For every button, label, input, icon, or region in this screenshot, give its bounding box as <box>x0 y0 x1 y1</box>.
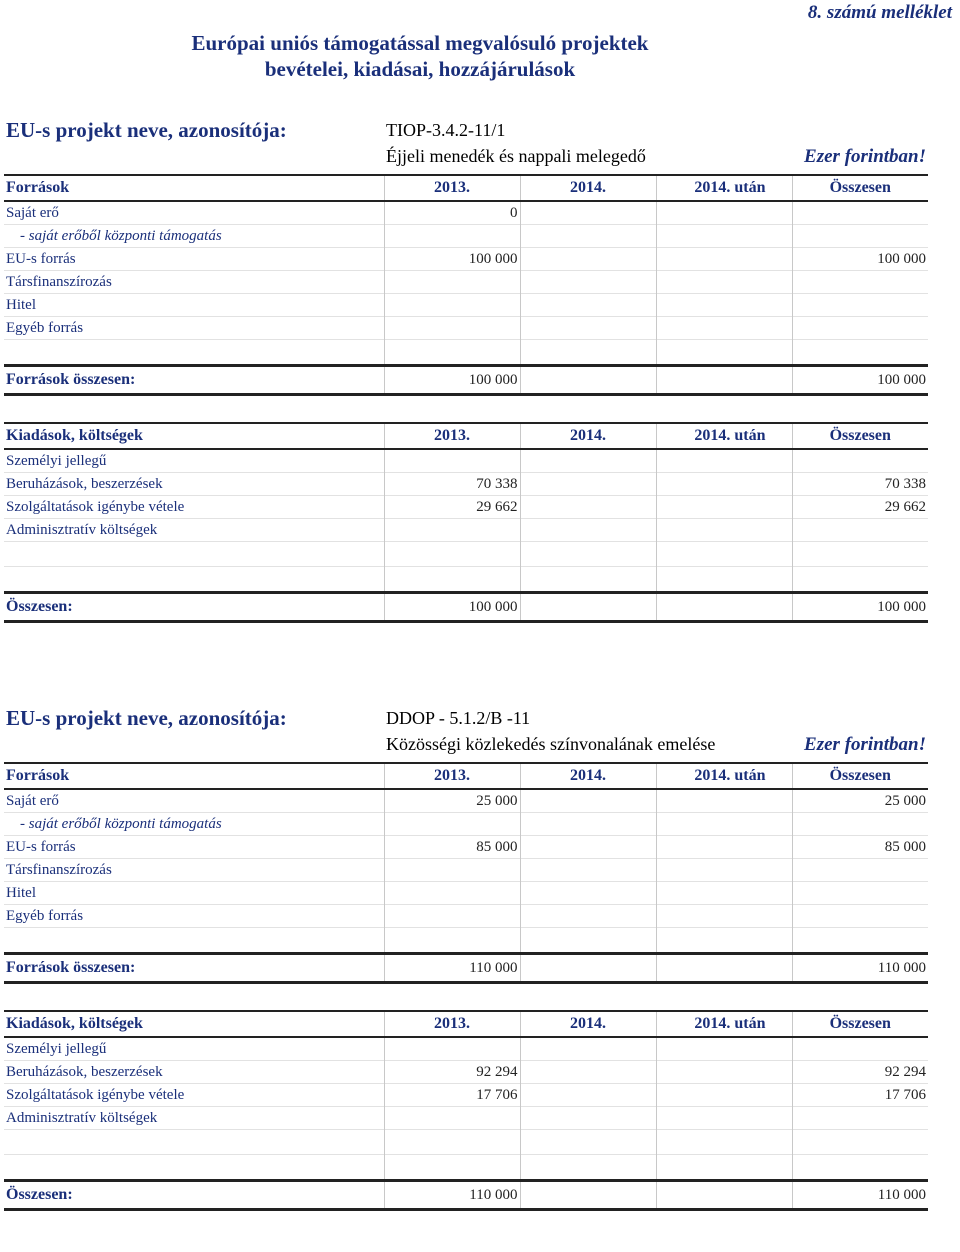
table-total-row <box>4 366 928 395</box>
row-label-cell: - saját erőből központi támogatás <box>4 225 384 248</box>
table-row <box>4 449 928 473</box>
project-code: TIOP-3.4.2-11/1 <box>386 120 506 140</box>
row-label-cell: Szolgáltatások igénybe vétele <box>4 1084 384 1107</box>
value-cell <box>384 1107 520 1130</box>
row-label-cell: - saját erőből központi támogatás <box>4 813 384 836</box>
value-cell: 2014. <box>520 763 656 789</box>
row-label-cell: Adminisztratív költségek <box>4 519 384 542</box>
table-header-row <box>4 175 928 201</box>
value-cell <box>520 905 656 928</box>
value-cell <box>520 1107 656 1130</box>
row-label-cell: Adminisztratív költségek <box>4 1107 384 1130</box>
value-cell <box>792 271 928 294</box>
value-cell: 100 000 <box>792 248 928 271</box>
value-cell <box>656 519 792 542</box>
value-cell <box>384 567 520 593</box>
value-cell: 2014. után <box>656 175 792 201</box>
value-cell <box>520 366 656 395</box>
value-cell <box>520 859 656 882</box>
value-cell <box>520 1130 656 1155</box>
table-row <box>4 542 928 567</box>
value-cell <box>656 836 792 859</box>
table-row <box>4 201 928 225</box>
table-row <box>4 1107 928 1130</box>
row-label-cell <box>4 542 384 567</box>
value-cell: 100 000 <box>384 593 520 622</box>
value-cell <box>792 813 928 836</box>
unit-note: Ezer forintban! <box>804 146 926 167</box>
table-row <box>4 473 928 496</box>
value-cell <box>792 294 928 317</box>
table-row <box>4 836 928 859</box>
value-cell <box>520 473 656 496</box>
value-cell: 2014. után <box>656 1011 792 1037</box>
row-label-cell: Saját erő <box>4 201 384 225</box>
table-total-row <box>4 1181 928 1210</box>
table-row <box>4 519 928 542</box>
value-cell <box>384 519 520 542</box>
project-block-2 <box>4 706 928 1211</box>
value-cell <box>520 496 656 519</box>
value-cell <box>384 317 520 340</box>
table-row <box>4 340 928 366</box>
value-cell <box>520 593 656 622</box>
value-cell <box>792 567 928 593</box>
project-name: Közösségi közlekedés színvonalának emelése <box>386 734 716 754</box>
value-cell <box>384 294 520 317</box>
value-cell <box>384 859 520 882</box>
value-cell <box>656 789 792 813</box>
value-cell <box>656 271 792 294</box>
value-cell: 2014. <box>520 1011 656 1037</box>
value-cell <box>384 340 520 366</box>
value-cell <box>384 928 520 954</box>
row-label-cell: Hitel <box>4 882 384 905</box>
table-total-row <box>4 593 928 622</box>
value-cell <box>656 449 792 473</box>
value-cell <box>656 1084 792 1107</box>
value-cell <box>520 882 656 905</box>
value-cell: 17 706 <box>792 1084 928 1107</box>
expenses-table <box>4 422 928 623</box>
value-cell: 2013. <box>384 175 520 201</box>
value-cell: 25 000 <box>792 789 928 813</box>
value-cell: 2013. <box>384 763 520 789</box>
table-header-row <box>4 423 928 449</box>
row-label-cell: Szolgáltatások igénybe vétele <box>4 496 384 519</box>
row-label-cell <box>4 567 384 593</box>
table-row <box>4 1084 928 1107</box>
row-label-cell: Személyi jellegű <box>4 449 384 473</box>
value-cell <box>792 542 928 567</box>
value-cell <box>384 225 520 248</box>
table-row <box>4 1037 928 1061</box>
row-label-cell: Hitel <box>4 294 384 317</box>
value-cell <box>656 928 792 954</box>
value-cell: Összesen <box>792 1011 928 1037</box>
value-cell <box>520 340 656 366</box>
value-cell <box>792 317 928 340</box>
value-cell <box>520 836 656 859</box>
title-line-2: bevételei, kiadásai, hozzájárulások <box>264 57 576 81</box>
value-cell: 0 <box>384 201 520 225</box>
value-cell: Összesen <box>792 763 928 789</box>
value-cell: 100 000 <box>384 366 520 395</box>
value-cell <box>656 496 792 519</box>
unit-note: Ezer forintban! <box>804 734 926 755</box>
value-cell <box>384 1130 520 1155</box>
value-cell <box>384 813 520 836</box>
value-cell: 92 294 <box>384 1061 520 1084</box>
value-cell <box>520 225 656 248</box>
value-cell: 2013. <box>384 423 520 449</box>
value-cell: 2014. után <box>656 763 792 789</box>
value-cell <box>520 1061 656 1084</box>
value-cell: 2014. <box>520 175 656 201</box>
table-row <box>4 905 928 928</box>
project-id-row <box>4 118 928 146</box>
value-cell: 100 000 <box>792 366 928 395</box>
value-cell <box>520 519 656 542</box>
value-cell <box>792 928 928 954</box>
row-label-cell <box>4 1155 384 1181</box>
value-cell <box>656 1037 792 1061</box>
value-cell: 100 000 <box>792 593 928 622</box>
value-cell <box>520 1181 656 1210</box>
row-label-cell: Beruházások, beszerzések <box>4 473 384 496</box>
table-total-row <box>4 954 928 983</box>
value-cell <box>520 1037 656 1061</box>
value-cell: 2013. <box>384 1011 520 1037</box>
table-row <box>4 294 928 317</box>
row-label-cell: Egyéb forrás <box>4 905 384 928</box>
row-label-cell: Források összesen: <box>4 954 384 983</box>
expenses-table <box>4 1010 928 1211</box>
table-row <box>4 496 928 519</box>
value-cell <box>520 954 656 983</box>
table-row <box>4 1130 928 1155</box>
value-cell <box>792 201 928 225</box>
value-cell <box>520 542 656 567</box>
table-row <box>4 1061 928 1084</box>
value-cell <box>384 1037 520 1061</box>
value-cell <box>792 449 928 473</box>
value-cell <box>656 473 792 496</box>
value-cell <box>656 882 792 905</box>
table-row <box>4 882 928 905</box>
value-cell: 29 662 <box>792 496 928 519</box>
row-label-cell: Összesen: <box>4 593 384 622</box>
project-label: EU-s projekt neve, azonosítója: <box>6 706 287 730</box>
value-cell: 92 294 <box>792 1061 928 1084</box>
value-cell <box>656 317 792 340</box>
table-row <box>4 271 928 294</box>
row-label-cell: Társfinanszírozás <box>4 271 384 294</box>
value-cell <box>656 813 792 836</box>
value-cell <box>656 225 792 248</box>
value-cell <box>656 248 792 271</box>
appendix-label: 8. számú melléklet <box>807 2 952 23</box>
value-cell <box>792 1130 928 1155</box>
row-label-cell: Beruházások, beszerzések <box>4 1061 384 1084</box>
value-cell <box>656 542 792 567</box>
table-row <box>4 1155 928 1181</box>
value-cell <box>656 859 792 882</box>
value-cell <box>656 567 792 593</box>
value-cell: Összesen <box>792 423 928 449</box>
table-row <box>4 928 928 954</box>
value-cell <box>520 271 656 294</box>
value-cell <box>384 1155 520 1181</box>
row-label-cell <box>4 928 384 954</box>
project-name-row <box>4 146 928 174</box>
value-cell <box>656 201 792 225</box>
value-cell <box>384 882 520 905</box>
table-header-row <box>4 1011 928 1037</box>
value-cell: 2014. <box>520 423 656 449</box>
project-label: EU-s projekt neve, azonosítója: <box>6 118 287 142</box>
title-line-1: Európai uniós támogatással megvalósuló projektek <box>191 31 649 55</box>
table-row <box>4 225 928 248</box>
row-label-cell: Források összesen: <box>4 366 384 395</box>
value-cell: 2014. után <box>656 423 792 449</box>
value-cell <box>520 1084 656 1107</box>
value-cell: 17 706 <box>384 1084 520 1107</box>
table-row <box>4 789 928 813</box>
value-cell: Összesen <box>792 175 928 201</box>
value-cell <box>520 813 656 836</box>
value-cell: 29 662 <box>384 496 520 519</box>
row-label-cell <box>4 1130 384 1155</box>
row-label-cell: Kiadások, költségek <box>4 1011 384 1037</box>
value-cell: 110 000 <box>384 954 520 983</box>
value-cell <box>384 449 520 473</box>
value-cell <box>656 340 792 366</box>
value-cell <box>656 366 792 395</box>
value-cell <box>792 340 928 366</box>
value-cell <box>384 271 520 294</box>
value-cell <box>520 567 656 593</box>
table-row <box>4 859 928 882</box>
value-cell <box>520 789 656 813</box>
value-cell <box>520 1155 656 1181</box>
value-cell: 70 338 <box>792 473 928 496</box>
project-block-1 <box>4 118 928 623</box>
row-label-cell: Összesen: <box>4 1181 384 1210</box>
value-cell <box>792 1155 928 1181</box>
value-cell <box>792 225 928 248</box>
value-cell <box>520 317 656 340</box>
value-cell <box>656 1130 792 1155</box>
value-cell <box>656 1107 792 1130</box>
value-cell <box>792 1037 928 1061</box>
row-label-cell <box>4 340 384 366</box>
value-cell <box>656 1155 792 1181</box>
value-cell <box>656 954 792 983</box>
value-cell <box>384 905 520 928</box>
value-cell <box>384 542 520 567</box>
value-cell <box>520 928 656 954</box>
row-label-cell: EU-s forrás <box>4 248 384 271</box>
value-cell <box>520 201 656 225</box>
project-code: DDOP - 5.1.2/B -11 <box>386 708 531 728</box>
sources-table <box>4 762 928 984</box>
value-cell: 110 000 <box>384 1181 520 1210</box>
row-label-cell: Kiadások, költségek <box>4 423 384 449</box>
sources-table <box>4 174 928 396</box>
value-cell <box>792 1107 928 1130</box>
value-cell <box>520 294 656 317</box>
value-cell <box>656 905 792 928</box>
value-cell <box>520 449 656 473</box>
row-label-cell: Saját erő <box>4 789 384 813</box>
value-cell <box>792 859 928 882</box>
table-header-row <box>4 763 928 789</box>
table-spacer <box>4 396 928 422</box>
value-cell: 70 338 <box>384 473 520 496</box>
row-label-cell: Források <box>4 763 384 789</box>
row-label-cell: Személyi jellegű <box>4 1037 384 1061</box>
table-row <box>4 813 928 836</box>
table-row <box>4 248 928 271</box>
table-spacer <box>4 984 928 1010</box>
project-name-row <box>4 734 928 762</box>
value-cell <box>656 593 792 622</box>
value-cell: 85 000 <box>384 836 520 859</box>
document-title <box>150 30 690 82</box>
value-cell <box>520 248 656 271</box>
value-cell: 100 000 <box>384 248 520 271</box>
table-row <box>4 567 928 593</box>
row-label-cell: Társfinanszírozás <box>4 859 384 882</box>
value-cell: 110 000 <box>792 1181 928 1210</box>
project-name: Éjjeli menedék és nappali melegedő <box>386 146 646 166</box>
value-cell: 25 000 <box>384 789 520 813</box>
value-cell <box>656 294 792 317</box>
value-cell <box>792 882 928 905</box>
value-cell: 110 000 <box>792 954 928 983</box>
value-cell <box>792 519 928 542</box>
row-label-cell: Egyéb forrás <box>4 317 384 340</box>
value-cell <box>656 1181 792 1210</box>
value-cell <box>656 1061 792 1084</box>
row-label-cell: EU-s forrás <box>4 836 384 859</box>
value-cell: 85 000 <box>792 836 928 859</box>
row-label-cell: Források <box>4 175 384 201</box>
project-id-row <box>4 706 928 734</box>
value-cell <box>792 905 928 928</box>
table-row <box>4 317 928 340</box>
